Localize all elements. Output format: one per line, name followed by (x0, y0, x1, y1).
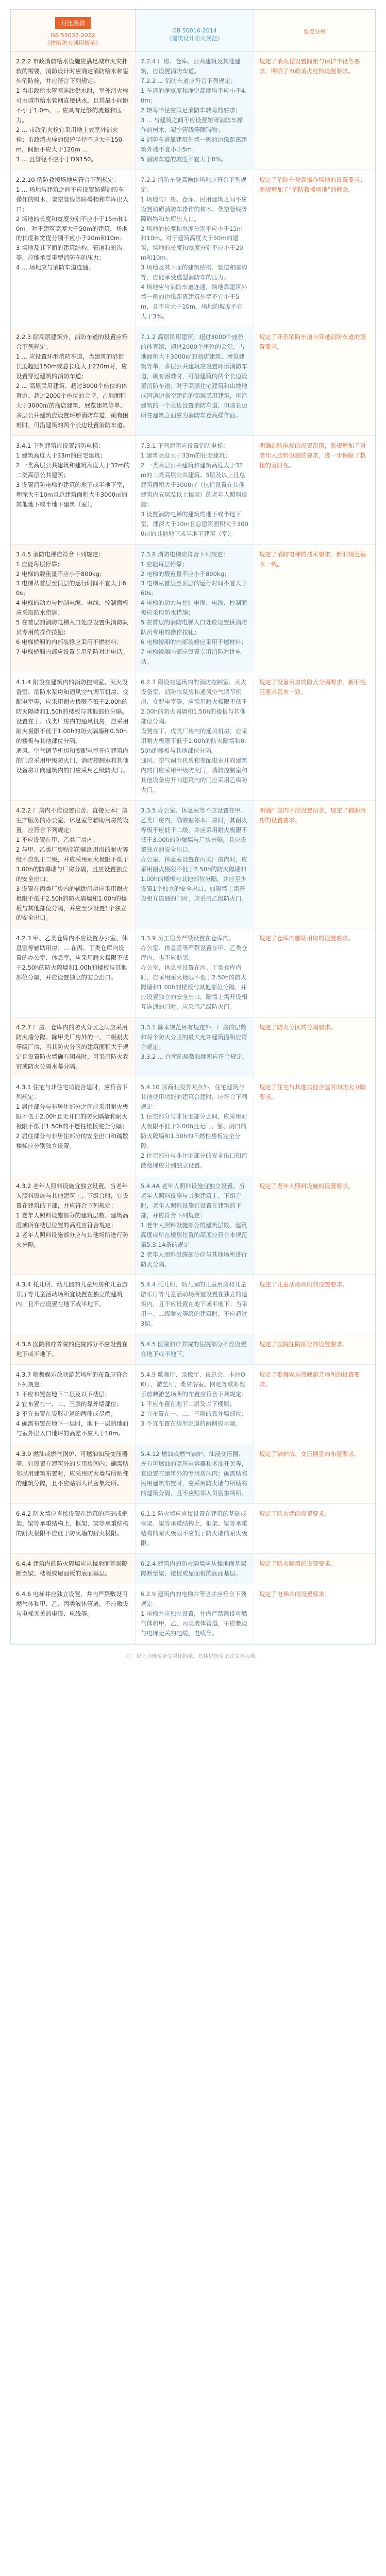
cell-c2: 6.2.9 建筑内的电梯井等竖井应符合下列规定： 1 电梯井应独立设置，井内严禁敷设可燃气体和甲、乙、丙类液体管道，不应敷设与电梯无关的电缆、电线等。 (136, 1584, 254, 1643)
cell-c1: 4.2.2 厂房内不应设置宿舍。直接为本厂房生产服务的办公室、休息室等辅助用房的设置，应符合下列规定： 1 不应设置在甲、乙类厂房内； 2 与甲、乙类厂房贴邻的辅助用房的耐火等级不应低于二级，并应采用耐火极限不低于3.00h的防爆墙与厂房分隔，且应设置独立的安全出口； 3 设置在丙类厂房内的辅助用房应采用耐火极限不低于2.50h的防火隔墙和1.00h的楼板与其他部位分隔，并应至少设置1个独立的安全出口。 (11, 801, 136, 928)
cell-c2: 5.4.5 医院和疗养院的住院部分不应设置在地下或半地下。 (136, 1334, 254, 1364)
cell-c3: 规定了环形消防车道与穿越消防车道的设置要求。 (254, 327, 375, 435)
table-row (11, 1504, 375, 1554)
cell-c1: 4.3.9 燃油或燃气锅炉、可燃油油浸变压器等，宜设置在建筑外的专用房间内；确需贴邻民用建筑布置时，应采用防火墙与所贴邻的建筑分隔，且不应贴邻人员密集场所。 (11, 1444, 136, 1503)
table-row (11, 1176, 375, 1275)
cell-c3: 规定了仓库内辅助用房的设置要求。 (259, 935, 354, 942)
cell-c3: 规定了锅炉房、变压器室的布置要求。 (254, 1444, 375, 1503)
cell-c2: 7.3.1 下列建筑应设置消防电梯： 1 建筑高度大于33m的住宅建筑； 2 一类高层公共建筑和建筑高度大于32m的二类高层公共建筑、5层及以上且总建筑面积大于3000㎡（包括设置在其他建筑内五层及以上楼层）的老年人照料设施； 3 设置消防电梯的建筑的地下或半地下室，埋深大于10m且总建筑面积大于3000㎡的其他地下或半地下建筑（室）。 (136, 436, 254, 544)
table-row (11, 545, 375, 673)
cell-c2: 3.3.1 除本规范另有规定外，厂房的层数和每个防火分区的最大允许建筑面积应符合规定。 3.3.2 ... 仓库的层数和面积应符合规定。 (136, 1018, 254, 1077)
cell-c3: 规定了防火分区的分隔要求。 (254, 1018, 375, 1077)
cell-c2: 7.2.4 厂房、仓库、公共建筑及其他建筑，应设置消防车道。 7.2.2 ... 消防车道应符合下列规定： 1 车道的净宽度和净空高度均不应小于4.0m； 2 转弯半径应满足消防车转弯的要求； 3 ... 与建筑之间不应设置妨碍消防车操作的树木、架空管线等障碍物； 4 消防车道靠建筑外墙一侧的边缘距离建筑外墙不宜小于5m； 5 消防车道的坡度不宜大于8%。 (136, 52, 254, 170)
cell-c1: 6.4.2 防火墙应直接设置在建筑的基础或框架、梁等承重结构上，框架、梁等承重结构的耐火极限不应低于防火墙的耐火极限。 (11, 1504, 136, 1553)
cell-c1: 4.3.7 歌舞娱乐放映游艺场所的布置应符合下列规定： 1 不应布置在地下二层及以下楼层； 2 宜布置在一、二、三层的靠外墙部位； 3 不宜布置在袋形走道的两侧或尽端； 4 确需布置在地下一层时，地下一层的地面与室外出入口地坪的高差不应大于10m。 (11, 1365, 136, 1444)
cell-c1: 6.4.4 建筑内的防火隔墙应从楼地面基层隔断至梁、楼板或屋面板的底面基层。 (11, 1554, 136, 1584)
cell-c1: 4.3.2 老年人照料设施宜独立设置。当老年人照料设施与其他建筑上、下组合时，宜设置在建筑的下部，并应符合下列规定： 1 老年人照料设施部分的建筑层数、建筑高度或所在楼层位置的高度应符合规定； 2 老年人照料设施部分应与其他场所进行防火分隔。 (11, 1176, 136, 1275)
comparison-table (10, 9, 376, 1645)
table-row (11, 672, 375, 801)
cell-c1: 4.3.1 住宅与非住宅功能合建时，应符合下列规定： 1 居住部分与非居住部分之间应采用耐火极限不低于2.00h且无开口的防火隔墙和耐火极限不低于1.50h的不燃性楼板完全分隔； 2 居住部分与非居住部分的安全出口和疏散楼梯应分别独立设置。 (11, 1077, 136, 1176)
cell-c2: 5.4.4A 老年人照料设施宜独立设置。当老年人照料设施与其他建筑上、下组合时，老年人照料设施宜设置在建筑的下部，并应符合下列规定： 1 老年人照料设施部分的建筑层数、建筑高度或所在楼层位置的高度应符合本规范第5.3.1A条的规定； 2 老年人照料设施部分应与其他场所进行防火分隔。 (136, 1176, 254, 1275)
cell-c3: 规定了歌舞娱乐放映游艺场所的设置要求。 (259, 1371, 360, 1388)
cell-c3: 明确消防电梯的设置范围，新规增加了对老年人照料设施的要求，进一步保障了救援的及时性。 (259, 442, 366, 469)
cell-c2: 6.1.1 防火墙应直接设置在建筑的基础或框架、梁等承重结构上，框架、梁等承重结构的耐火极限不应低于防火墙的耐火极限。 (136, 1504, 254, 1553)
table-row (11, 928, 375, 1018)
table-row (11, 1018, 375, 1077)
table-row (11, 1275, 375, 1334)
cell-c3: 明确厂房内不应设置宿舍，规定了辅助用房的设置要求。 (254, 801, 375, 928)
table-row (11, 1365, 375, 1444)
cell-c1: 3.4.1 下列建筑应设置消防电梯： 1 建筑高度大于33m的住宅建筑； 2 一类高层公共建筑和建筑高度大于32m的二类高层公共建筑； 3 设置消防电梯的建筑的地下或半地下室，埋深大于10m且总建筑面积大于3000㎡的其他地下或半地下建筑（室）。 (11, 436, 136, 544)
header-col2 (136, 10, 254, 51)
footnote: 注：以上为规范条文对比摘录，具体以规范正式文本为准。 (126, 1653, 260, 1659)
cell-c2: 7.1.2 高层民用建筑，超过3000个座位的体育馆，超过2000个座位的会堂，占地面积大于3000㎡的商店建筑、展览建筑等单、多层公共建筑应设置环形消防车道，确有困难时，可沿建筑的两个长边设置消防车道；对于高层住宅建筑和山坡地或河道边临空建造的高层民用建筑，可沿建筑的一个长边设置消防车道，但该长边所在建筑立面应为消防车登高操作面。 (136, 327, 254, 435)
header-col3 (254, 10, 375, 51)
cell-c1: 3.4.5 消防电梯应符合下列规定： 1 应能每层停靠； 2 电梯的载重量不应小于800kg； 3 电梯从首层至顶层的运行时间不宜大于60s； 4 电梯的动力与控制电缆、电线、控制面板应采取防水措施； 5 在首层的消防电梯入口处应设置供消防队员专用的操作按钮； 6 电梯轿厢的内部装修应采用不燃材料； 7 电梯轿厢内部应设置专用消防对讲电话。 (11, 545, 136, 672)
cell-c3: 规定了老年人照料设施的设置要求。 (254, 1176, 375, 1275)
cell-c3: 规定了儿童活动场所的设置要求。 (259, 1281, 348, 1289)
cell-c2: 6.2.4 建筑内的防火隔墙应从楼地面基层隔断至梁、楼板或屋面板的底面基层。 (136, 1554, 254, 1584)
col1-name: 《建筑防火通用规范》 (44, 40, 102, 46)
table-row (11, 170, 375, 328)
cell-c3: 规定了医院住院部分的设置要求。 (254, 1334, 375, 1364)
table-row (11, 1077, 375, 1176)
cell-c1: 4.1.4 附设在建筑内的消防控制室、灭火设备室、消防水泵房和通风空气调节机房、变配电室等，应采用耐火极限不低于2.00h的防火隔墙和1.50h的楼板与其他部位分隔。 设置在丁、戊类厂房内的通风机房，应采用耐火极限不低于1.00h的防火隔墙和0.50h的楼板与其他部位分隔。 通风、空气调节机房和变配电室开向建筑内的门应采用甲级防火门，消防控制室和其他设备房开向建筑内的门应采用乙级防火门。 (11, 672, 136, 800)
cell-c2: 5.4.12 燃油或燃气锅炉、油浸变压器、充有可燃油的高压电容器和多油开关等，宜设置在建筑外的专用房间内；确需贴邻民用建筑布置时，应采用防火墙与所贴邻的建筑分隔，且不应贴邻人员密集场所。 (136, 1444, 254, 1503)
cell-c2: 7.3.8 消防电梯应符合下列规定： 1 应能每层停靠； 2 电梯的载重量不应小于800kg； 3 电梯从首层至顶层的运行时间不宜大于60s； 4 电梯的动力与控制电缆、电线、控制面板应采取防水措施； 5 在首层的消防电梯入口处应设置供消防队员专用的操作按钮； 6 电梯轿厢的内部装修应采用不燃材料； 7 电梯轿厢内部应设置专用消防对讲电话。 (136, 545, 254, 672)
cell-c2: 3.3.5 办公室、休息室等不应设置在甲、乙类厂房内，确需贴邻本厂房时，其耐火等级不应低于二级，并应采用耐火极限不低于3.00h的防爆墙与厂房分隔，且应设置独立的安全出口。 办公室、休息室设置在丙类厂房内时，应采用耐火极限不低于2.50h的防火隔墙和1.00h的楼板与其他部位分隔，并应至少设置1个独立的安全出口。如隔墙上需开设相互连通的门时，应采用乙级防火门。 (136, 801, 254, 928)
cell-c1: 6.4.6 电梯井应独立设置，井内严禁敷设可燃气体和甲、乙、丙类液体管道，不应敷设与电梯无关的电缆、电线等。 (11, 1584, 136, 1643)
cell-c2: 5.4.10 除商业服务网点外，住宅建筑与其他使用功能的建筑合建时，应符合下列规定： 1 住宅部分与非住宅部分之间，应采用耐火极限不低于2.00h且无门、窗、洞口的防火隔墙和1.50h的不燃性楼板完全分隔； 2 住宅部分与非住宅部分的安全出口和疏散楼梯应分别独立设置。 (136, 1077, 254, 1176)
cell-c2: 5.4.4 托儿所、幼儿园的儿童用房和儿童游乐厅等儿童活动场所宜设置在独立的建筑内，且不应设置在地下或半地下；当采用一、二级耐火等级的建筑时，不应超过3层。 (136, 1275, 254, 1334)
table-body (11, 52, 375, 1644)
table-header (11, 10, 375, 52)
cell-c1: 2.2.10 消防救援场地应符合下列规定： 1 ... 场地与建筑之间不应设置妨碍消防车操作的树木、架空管线等障碍物和车库出入口； 2 场地的长度和宽度分别不应小于15m和10m。对于建筑高度大于50m的建筑，场地的长度和宽度分别不应小于20m和10m； 3 场地及其下面的建筑结构、管道和暗沟等，应能承受重型消防车的压力； 4 ... 场地应与消防车道连通。 (11, 170, 136, 327)
cell-c1: 2.2.3 除高层建筑外，消防车道的设置应符合下列规定： 1 ... 应设置环形消防车道，当建筑的沿街长度超过150m或总长度大于220m时，应设置穿过建筑的消防车道； 2 ... 高层民用建筑、超过3000个座位的体育馆、超过2000个座位的会堂，占地面积大于3000㎡的商店建筑、展览建筑等单、多层公共建筑应设置环形消防车道，确有困难时，可沿建筑的两个长边设置消防车道。 (11, 327, 136, 435)
cell-c3: 规定了消防电梯的技术要求，新旧规范基本一致。 (254, 545, 375, 672)
cell-c1: 4.3.4 托儿所、幼儿园的儿童用房和儿童游乐厅等儿童活动场所宜设置在独立的建筑内，且不应设置在地下或半地下。 (11, 1275, 136, 1334)
col3-name: 要点分析 (303, 28, 326, 35)
cell-c2: 5.4.9 歌舞厅、录像厅、夜总会、卡拉OK厅、游艺厅、桑拿浴室、网吧等歌舞娱乐放映游艺场所的布置应符合下列规定： 1 不应布置在地下二层及以下楼层； 2 宜布置在一、二、三层的靠外墙部位； 3 不宜布置在袋形走道的两侧或尽端。 (136, 1365, 254, 1444)
table-row (11, 1444, 375, 1504)
title-tag: 对比条款 (55, 17, 90, 29)
cell-c2: 3.3.9 员工宿舍严禁设置在仓库内。 办公室、休息室等严禁设置在甲、乙类仓库内，也不应贴邻。 办公室、休息室设置在丙、丁类仓库内时，应采用耐火极限不低于2.50h的防火隔墙和1.00h的楼板与其他部位分隔，并应设置独立的安全出口。隔墙上需开设相互连通的门时，应采用乙级防火门。 (136, 928, 254, 1017)
cell-c3: 规定了消火栓设置间距与保护半径等要求，明确了市政消火栓的设置要求。 (254, 52, 375, 170)
cell-c2: 7.2.2 消防车登高操作场地应符合下列规定： 1 场地与厂房、仓库、民用建筑之间不应设置妨碍消防车操作的树木、架空管线等障碍物和车库出入口。 2 场地的长度和宽度分别不应小于15m和10m。对于建筑高度大于50m的建筑，场地的长度和宽度分别不应小于20m和10m。 3 场地及其下面的建筑结构、管道和暗沟等，应能承受重型消防车的压力。 4 场地应与消防车道连通，场地靠建筑外墙一侧的边缘距离建筑外墙不宜小于5m，且不应大于10m，场地的坡度不宜大于3%。 (136, 170, 254, 327)
table-row (11, 801, 375, 929)
cell-c3: 规定了设备用房的防火分隔要求，新旧规范要求基本一致。 (259, 679, 366, 696)
table-row (11, 327, 375, 436)
table-row (11, 52, 375, 170)
col2-name: 《建筑设计防火规范》 (166, 35, 223, 42)
cell-c3: 规定了消防车登高操作场地的设置要求；新规增加了“消防救援场地”的概念。 (259, 176, 366, 193)
cell-c1: 4.2.3 甲、乙类仓库内不应设置办公室、休息室等辅助用房；... 在丙、丁类仓库内设置的办公室、休息室，应采用耐火极限不低于2.50h的防火隔墙和1.00h的楼板与其他部位分隔，并应设置独立的安全出口。 (11, 928, 136, 1017)
cell-c1: 4.3.6 医院和疗养院的住院部分不应设置在地下或半地下。 (11, 1334, 136, 1364)
col2-std: GB 50016-2014 (172, 27, 217, 34)
cell-c3: 规定了住宅与其他功能合建时的防火分隔要求。 (259, 1083, 366, 1100)
cell-c3: 规定了防火墙的设置要求。 (259, 1510, 330, 1517)
cell-c1: 4.2.7 厂房、仓库内的防火分区之间应采用防火墙分隔。除甲类厂房外的一、二级耐火等级厂房，当其防火分区的建筑面积大于规定且设置防火墙确有困难时，可采用防火卷帘或防火分隔水幕分隔。 (11, 1018, 136, 1077)
cell-c1: 2.2.2 市政消防给水设施应满足城市火灾扑救的需要，消防设计时应确定消防给水和室外消防栓，并应符合下列规定： 1 当市政给水管网连续供水时，室外消火栓可由城市给水管网直接供水，且其最小间距不小于1.0m、... 应具有足够的流量和压力。 2 ... 市政消火栓宜采用地上式室外消火栓；市政消火栓的保护半径不应大于150m，间距不应大于120m ... 3 ... 且管径不应小于DN150。 (11, 52, 136, 170)
cell-c2: 6.2.7 附设在建筑内的消防控制室、灭火设备室、消防水泵房和通风空气调节机房、变配电室等，应采用耐火极限不低于2.00h的防火隔墙和1.50h的楼板与其他部位分隔。 设置在丁、戊类厂房内的通风机房，应采用耐火极限不低于1.00h的防火隔墙和0.50h的楼板与其他部位分隔。 通风、空气调节机房和变配电室开向建筑内的门应采用甲级防火门，消防控制室和其他设备房开向建筑内的门应采用乙级防火门。 (136, 672, 254, 800)
header-col1 (11, 10, 136, 51)
cell-c3: 规定了电梯井的设置要求。 (259, 1590, 330, 1598)
table-row (11, 1554, 375, 1584)
table-row (11, 436, 375, 545)
cell-c3: 规定了防火隔墙的设置要求。 (254, 1554, 375, 1584)
col1-std: GB 55037-2022 (51, 32, 95, 39)
table-row (11, 1334, 375, 1365)
table-row (11, 1584, 375, 1644)
